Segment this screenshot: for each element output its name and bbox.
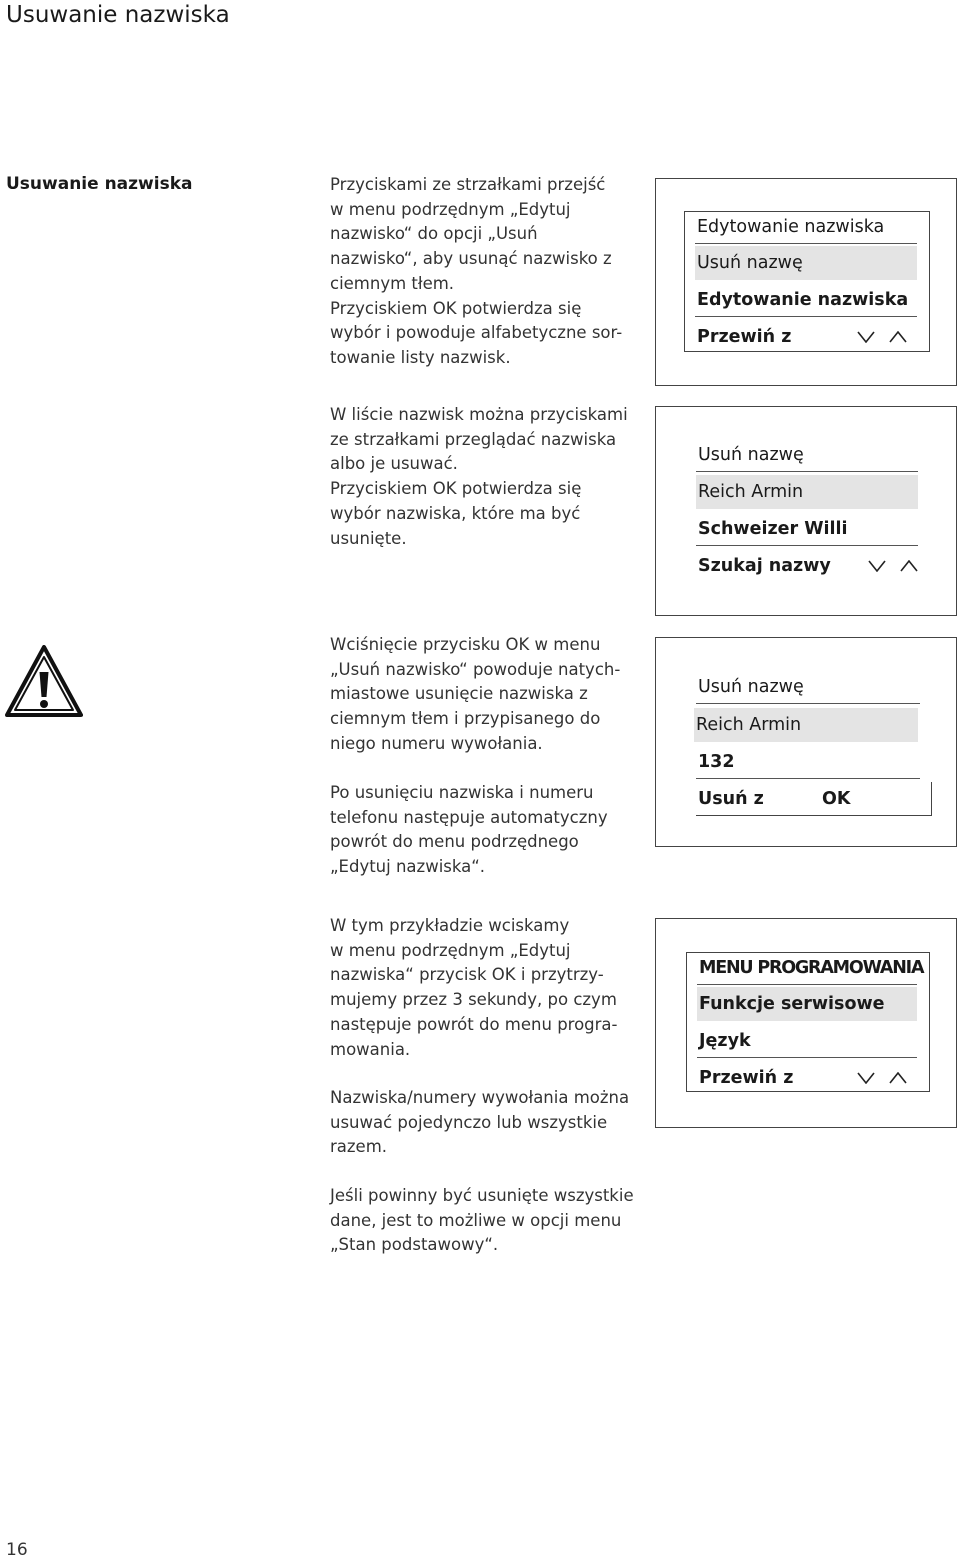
page-title: Usuwanie nazwiska <box>6 2 230 28</box>
lcd-display-programming-menu <box>686 952 930 1092</box>
paragraph-return-menu: Po usunięciu nazwiska i numeru telefonu następuje automatyczny powrót do menu podrzędnego „Edytuj nazwiska“. <box>330 783 608 877</box>
paragraph-hold-ok: W tym przykładzie wciskamy w menu podrzędnym „Edytuj nazwiska“ przycisk OK i przytrzy- mujemy przez 3 sekundy, po czym następuje powrót do menu progra- mowania. <box>330 916 618 1059</box>
display-row-selected[interactable]: Usuń nazwę <box>695 246 917 280</box>
lcd-display-delete-list <box>686 438 930 584</box>
paragraph-ok-delete: Wciśnięcie przycisku OK w menu „Usuń nazwisko“ powoduje natych- miastowe usunięcie nazwiska z ciemnym tłem i przypisanego do niego numeru wywołania. <box>330 635 621 753</box>
display-row-option[interactable]: Język <box>697 1024 917 1058</box>
warning-triangle-icon <box>5 645 83 717</box>
arrow-up-icon[interactable] <box>889 1072 907 1084</box>
arrow-down-icon[interactable] <box>868 560 886 572</box>
display-row-selected[interactable]: Funkcje serwisowe <box>697 987 917 1021</box>
delete-label: Usuń z <box>698 789 764 809</box>
display-row-title: Usuń nazwę <box>696 670 920 704</box>
display-row-option[interactable]: Edytowanie nazwiska <box>695 283 917 317</box>
display-row-number: 132 <box>696 745 920 779</box>
scroll-label: Przewiń z <box>697 327 792 347</box>
display-row-option[interactable]: Schweizer Willi <box>696 512 918 546</box>
display-row-title: MENU PROGRAMOWANIA <box>697 951 917 985</box>
page-number: 16 <box>6 1540 28 1560</box>
display-row-selected[interactable]: Reich Armin <box>696 475 918 509</box>
paragraph-reset-option: Jeśli powinny być usunięte wszystkie dane, jest to możliwe w opcji menu „Stan podstawowy“. <box>330 1186 634 1255</box>
display-row-title: Usuń nazwę <box>696 438 918 472</box>
ok-softkey[interactable]: OK <box>822 789 851 809</box>
scroll-label: Przewiń z <box>699 1068 794 1088</box>
search-label: Szukaj nazwy <box>698 556 831 576</box>
display-row-selected[interactable]: Reich Armin <box>694 708 918 742</box>
paragraph-browse-list: W liście nazwisk można przyciskami ze strzałkami przeglądać nazwiska albo je usuwać. Przyciskiem OK potwierdza się wybór nazwiska, które ma być usunięte. <box>330 405 628 548</box>
display-row-confirm <box>696 782 932 816</box>
paragraph-select-delete: Przyciskami ze strzałkami przejść w menu podrzędnym „Edytuj nazwisko“ do opcji „Usuń nazwisko“, aby usunąć nazwisko z ciemnym tłem. Przyciskiem OK potwierdza się wybór i powoduje alfabetyczne sor- towanie listy nazwisk. <box>330 175 623 367</box>
section-heading: Usuwanie nazwiska <box>6 174 193 194</box>
paragraph-delete-single-all: Nazwiska/numery wywołania można usuwać pojedynczo lub wszystkie razem. <box>330 1088 630 1157</box>
display-row-scroll <box>697 1061 917 1095</box>
lcd-display-confirm-delete <box>686 670 932 814</box>
arrow-down-icon[interactable] <box>857 1072 875 1084</box>
display-row-scroll <box>695 320 917 354</box>
arrow-up-icon[interactable] <box>900 560 918 572</box>
lcd-display-edit-name <box>684 211 930 352</box>
display-row-scroll <box>696 549 930 583</box>
arrow-down-icon[interactable] <box>857 331 875 343</box>
display-row-title: Edytowanie nazwiska <box>695 210 917 244</box>
arrow-up-icon[interactable] <box>889 331 907 343</box>
